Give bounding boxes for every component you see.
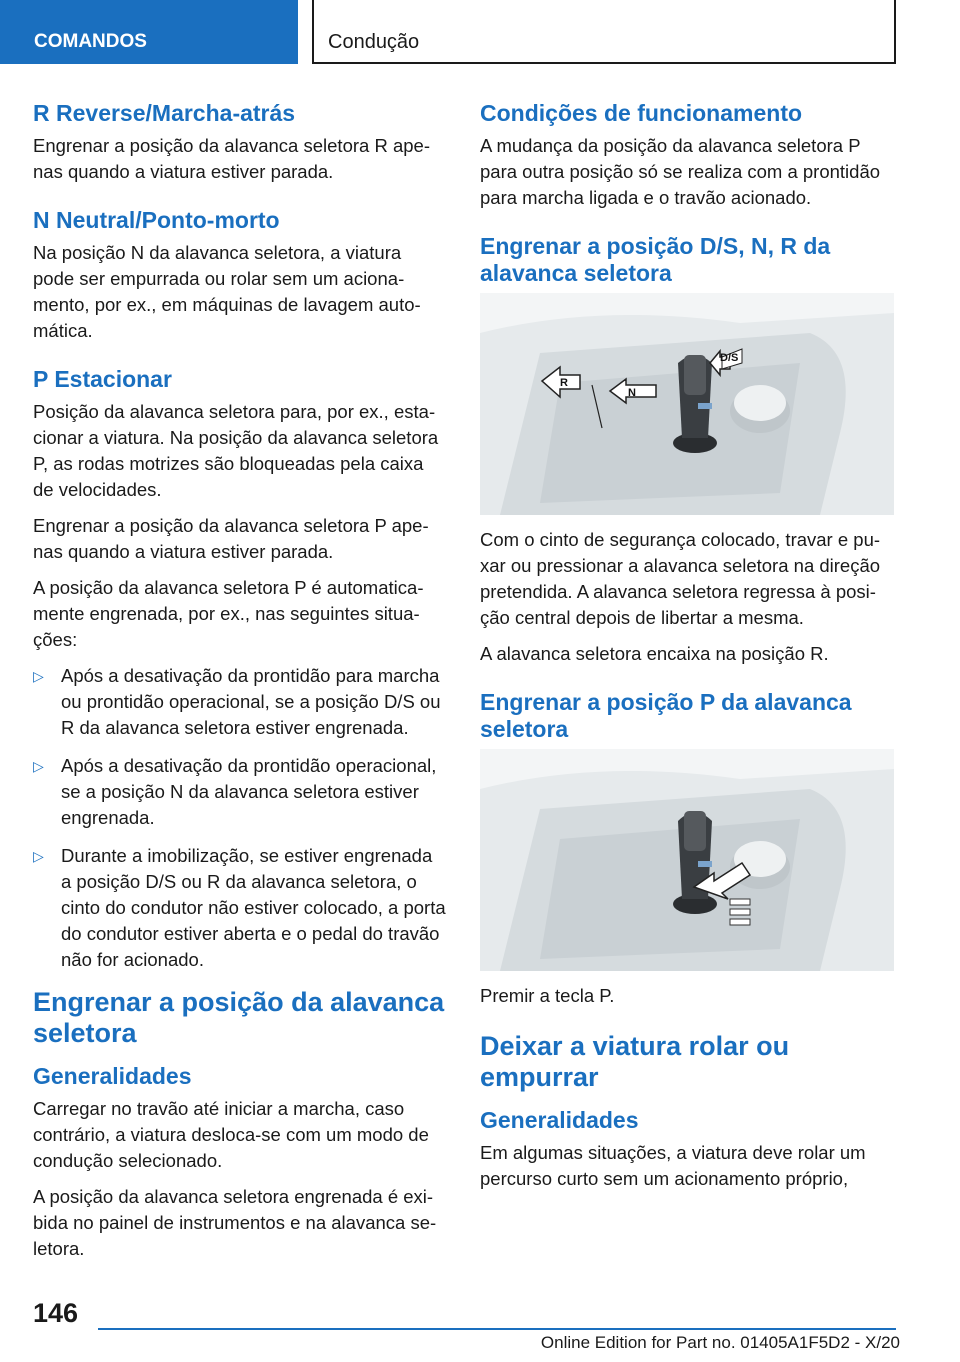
text-reverse: Engrenar a posição da alavanca seletora R apenas quando a viatura estiver parada.	[33, 135, 430, 182]
page-header	[0, 0, 960, 66]
label-n: N	[628, 387, 636, 399]
selector-lever-illustration	[480, 293, 894, 515]
list-item: ▷ Após a desativação da prontidão para marcha ou prontidão operacional, se a posição D/S ou R da alavanca seletora estiver engrenada.	[33, 665, 441, 738]
heading-engage-selector: Engrenar a posição da alavanca seletora	[33, 987, 445, 1048]
bullet-list	[33, 663, 447, 973]
heading-neutral: N Neutral/Ponto-morto	[33, 207, 280, 233]
footer-divider	[98, 1328, 896, 1330]
figure-selector-lever-dsnr	[480, 293, 894, 515]
heading-park: P Estacionar	[33, 366, 172, 392]
heading-roll-push: Deixar a viatura rolar ou empurrar	[480, 1031, 790, 1092]
text-figure-1b: A alavanca seletora encaixa na posição R.	[480, 643, 829, 664]
triangle-bullet-icon: ▷	[33, 848, 44, 864]
page-number: 146	[33, 1298, 79, 1328]
heading-engage-dsnr: Engrenar a posição D/S, N, R da alavanca seletora	[480, 233, 831, 286]
heading-engage-p: Engrenar a posição P da alavanca seletora	[480, 689, 852, 742]
chapter-tab: Condução	[312, 0, 896, 64]
list-item: ▷ Após a desativação da prontidão operacional, se a posição N da alavanca seletora estiver engrenada.	[33, 755, 437, 828]
heading-general: Generalidades	[33, 1063, 192, 1089]
text-figure-1a: Com o cinto de segurança colocado, travar e puxar ou pressionar a alavanca seletora na direção pretendida. A alavanca seletora regressa à posição central depois de libertar a mesma.	[480, 529, 881, 628]
heading-reverse: R Reverse/Marcha-atrás	[33, 100, 296, 126]
text-park-1: Posição da alavanca seletora para, por ex., estacionar a viatura. Na posição da alavanca seletora P, as rodas motrizes são bloqueadas pela caixa de velocidades.	[33, 401, 439, 500]
right-column	[480, 100, 894, 1202]
park-button-illustration	[480, 749, 894, 971]
edition-note: Online Edition for Part no. 01405A1F5D2 - X/20	[540, 1333, 900, 1352]
triangle-bullet-icon: ▷	[33, 668, 44, 684]
label-ds: D/S	[720, 352, 739, 364]
text-figure-2: Premir a tecla P.	[480, 985, 615, 1006]
figure-selector-lever-p	[480, 749, 894, 971]
heading-general-2: Generalidades	[480, 1107, 639, 1133]
triangle-bullet-icon: ▷	[33, 758, 44, 774]
text-general-2: A posição da alavanca seletora engrenada é exibida no painel de instrumentos e na alavanca seletora.	[33, 1186, 437, 1259]
text-neutral: Na posição N da alavanca seletora, a viatura pode ser empurrada ou rolar sem um acionamento, por ex., em máquinas de lavagem automática.	[33, 242, 421, 341]
list-item: ▷ Durante a imobilização, se estiver engrenada a posição D/S ou R da alavanca seletora, o cinto do condutor não estiver colocado, a porta do condutor estiver aberta e o pedal do travão não for acionado.	[33, 845, 446, 970]
left-column	[33, 100, 447, 1272]
text-park-3: A posição da alavanca seletora P é automaticamente engrenada, por ex., nas seguintes situações:	[33, 577, 424, 650]
heading-conditions: Condições de funcionamento	[480, 100, 803, 126]
text-general-1: Carregar no travão até iniciar a marcha, caso contrário, a viatura desloca-se com um modo de condução selecionado.	[33, 1098, 429, 1171]
text-conditions: A mudança da posição da alavanca seletora P para outra posição só se realiza com a prontidão para marcha ligada e o travão acionado.	[480, 135, 881, 208]
section-tab: COMANDOS	[0, 0, 298, 64]
text-park-2: Engrenar a posição da alavanca seletora P apenas quando a viatura estiver parada.	[33, 515, 429, 562]
label-r: R	[560, 377, 568, 389]
text-roll: Em algumas situações, a viatura deve rolar um percurso curto sem um acionamento próprio,	[480, 1142, 866, 1189]
